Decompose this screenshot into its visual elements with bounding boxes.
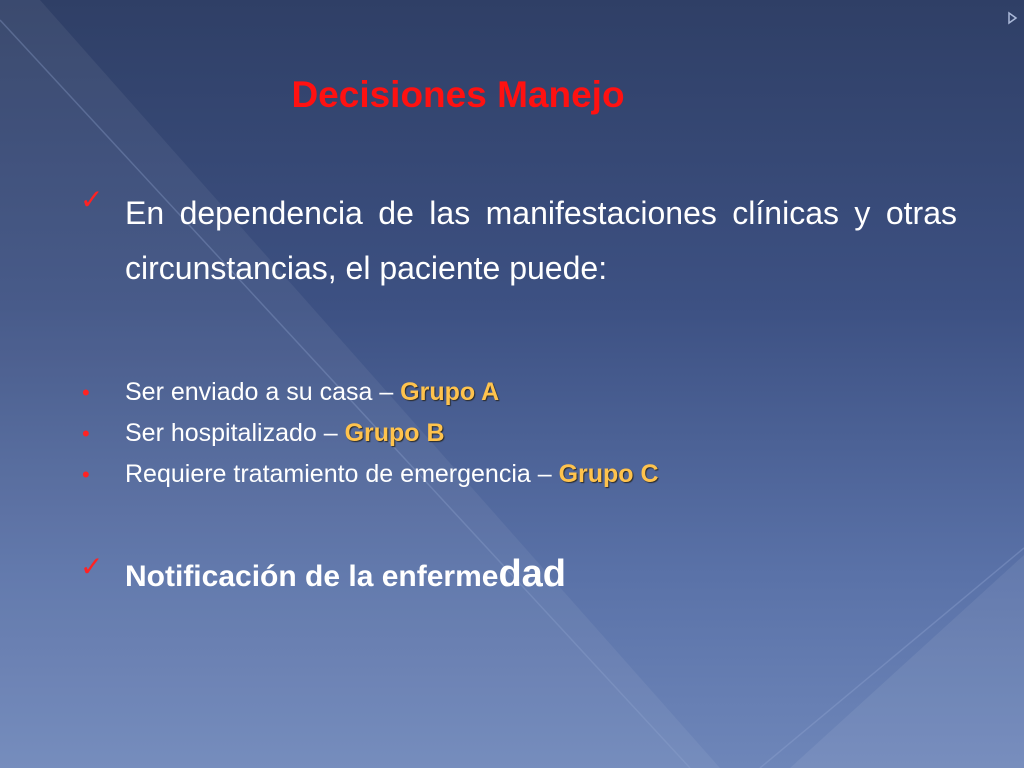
- bullet-icon: •: [82, 421, 90, 446]
- group-label: Grupo B: [344, 419, 445, 447]
- bullet-icon: •: [82, 462, 90, 487]
- notification-main: Notificación de la enferme: [125, 560, 499, 593]
- list-item: [80, 413, 960, 454]
- slide-title: Decisiones Manejo: [291, 74, 625, 115]
- option-text: Ser hospitalizado –: [125, 419, 345, 447]
- option-text: Ser enviado a su casa –: [125, 378, 401, 406]
- checkmark-icon: ✓: [80, 551, 104, 582]
- list-item: [80, 454, 960, 495]
- group-label: Grupo A: [400, 378, 500, 406]
- group-label: Grupo C: [558, 460, 659, 488]
- intro-paragraph: En dependencia de las manifestaciones clínicas y otras circunstancias, el paciente puede:: [125, 195, 957, 286]
- notification-tail: dad: [498, 553, 566, 595]
- option-text: Requiere tratamiento de emergencia –: [125, 460, 559, 488]
- notification-text: [125, 553, 566, 596]
- background-corner-panel: [790, 555, 1024, 768]
- corner-arrow-icon: [1009, 13, 1016, 23]
- options-list: [80, 372, 960, 495]
- checkmark-icon: ✓: [80, 184, 104, 215]
- list-item: [80, 372, 960, 413]
- bullet-icon: •: [82, 380, 90, 405]
